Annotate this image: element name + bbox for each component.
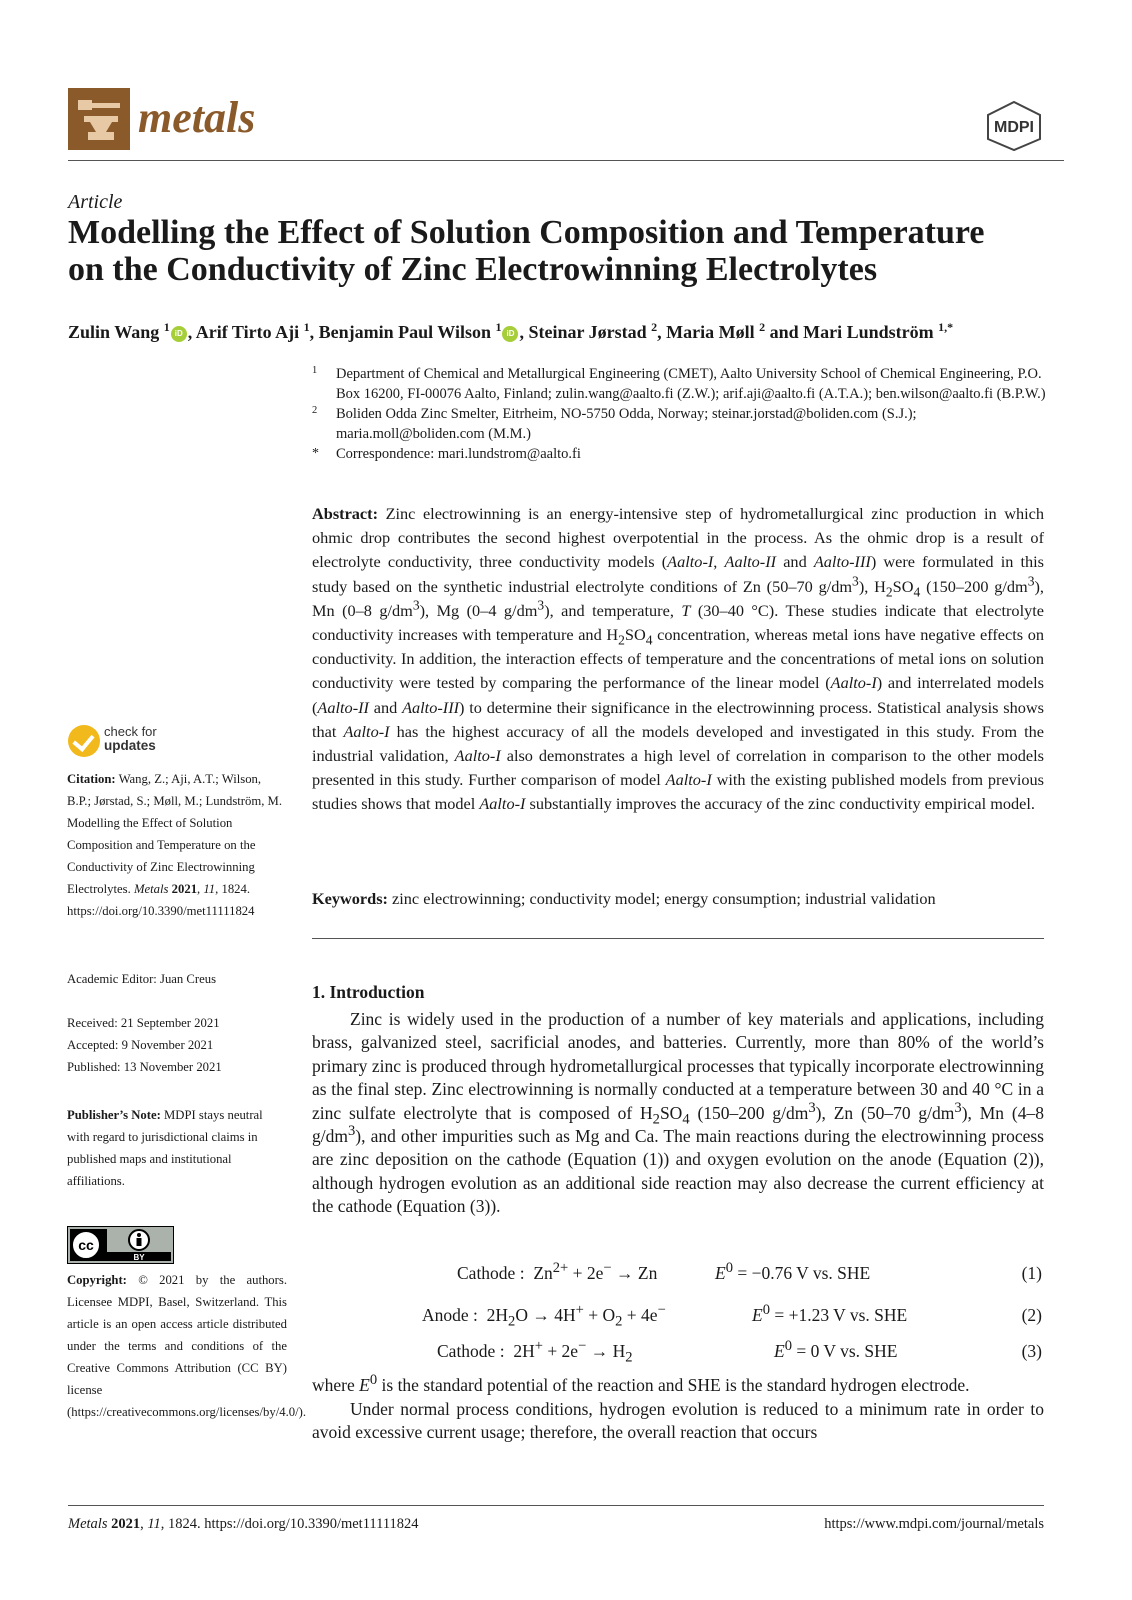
check-line-1: check for xyxy=(104,724,157,739)
subscript: 2 xyxy=(652,1111,660,1128)
abstract xyxy=(312,502,1044,817)
citation-journal: Metals xyxy=(133,882,169,896)
abstract-text: SO xyxy=(624,625,646,645)
abstract-text: (30–40 °C). These studies indicate that electrolyte conductivity increases with temperature and H xyxy=(312,600,1044,645)
superscript: − xyxy=(578,1338,587,1355)
superscript: 3 xyxy=(412,597,420,613)
affiliation-1 xyxy=(312,364,1047,404)
equation-label: Cathode : xyxy=(437,1341,505,1361)
model-name: Aalto-III xyxy=(402,697,460,717)
subscript: 2 xyxy=(615,1313,623,1330)
subscript: 2 xyxy=(625,1349,633,1366)
superscript: 3 xyxy=(808,1099,816,1116)
journal-name: metals xyxy=(138,93,256,142)
paragraph-text: is the standard potential of the reaction and SHE is the standard hydrogen electrode. xyxy=(377,1375,970,1395)
model-name: Aalto-I xyxy=(665,770,712,790)
orcid-icon[interactable]: iD xyxy=(171,326,187,342)
abstract-text: and xyxy=(368,697,403,717)
abstract-text: ) and interrelated models ( xyxy=(312,673,1044,717)
subscript: 4 xyxy=(913,583,921,599)
species: Zn xyxy=(533,1263,553,1283)
author-name: Steinar Jørstad xyxy=(528,322,647,342)
publisher-name: MDPI xyxy=(994,119,1034,136)
equation-text: O → 4H xyxy=(515,1305,576,1325)
subscript: 2 xyxy=(618,632,625,648)
author-affiliation-mark: 1,* xyxy=(938,320,954,334)
potential-value: = +1.23 V vs. SHE xyxy=(770,1305,908,1325)
superscript: 0 xyxy=(369,1372,378,1389)
footer-divider xyxy=(68,1505,1044,1506)
equation-label: Anode : xyxy=(422,1305,478,1325)
superscript: 3 xyxy=(1027,573,1035,589)
equation-number: (2) xyxy=(1021,1305,1042,1325)
model-name: Aalto-I xyxy=(454,746,501,766)
affiliation-mark: 1 xyxy=(312,365,318,376)
equation-3 xyxy=(312,1338,1044,1364)
superscript: − xyxy=(603,1260,612,1277)
author-name: Arif Tirto Aji xyxy=(195,322,300,342)
equation-text: + 4e xyxy=(622,1305,658,1325)
superscript: + xyxy=(534,1338,543,1355)
equation-text: + O xyxy=(583,1305,616,1325)
standard-potential xyxy=(774,1338,898,1364)
paper-title xyxy=(68,214,1068,288)
cc-label: cc xyxy=(78,1237,94,1253)
author-list xyxy=(68,320,1068,344)
superscript: 0 xyxy=(725,1260,733,1277)
author-affiliation-mark: 1 xyxy=(303,320,310,334)
abstract-text: Zinc electrowinning is an energy-intensive step of hydrometallurgical zinc production in which ohmic drop contributes the second highest overpotential in the process. As the ohmic drop is a result of electrolyte conductivity, three conductivity models ( xyxy=(312,504,1044,572)
superscript: 3 xyxy=(852,573,859,589)
equation-label: Cathode : xyxy=(457,1263,525,1283)
equation-1 xyxy=(312,1260,1044,1286)
abstract-divider xyxy=(312,938,1044,939)
affiliation-2 xyxy=(312,404,1047,444)
superscript: 3 xyxy=(537,597,545,613)
model-name: Aalto-I xyxy=(343,721,390,741)
footer-doi: , 1824. https://doi.org/10.3390/met11111824 xyxy=(160,1516,419,1532)
abstract-text: ), Mg (0–4 g/dm xyxy=(419,600,538,620)
equation-2 xyxy=(312,1302,1044,1328)
author-separator: , xyxy=(657,322,667,342)
potential-value: = 0 V vs. SHE xyxy=(792,1341,898,1361)
abstract-text: concentration, whereas metal ions have negative effects on conductivity. In addition, the interaction effects of temperature and the concentrations of metal ions on solution conductivity were tested by comparing the performance of the linear model ( xyxy=(312,625,1045,693)
superscript: − xyxy=(657,1302,666,1319)
potential-symbol: E xyxy=(774,1341,785,1361)
published-date: Published: 13 November 2021 xyxy=(67,1060,222,1074)
author-separator: , xyxy=(519,322,529,342)
author-affiliation-mark: 2 xyxy=(651,320,658,334)
abstract-text: ) were formulated in this study based on the synthetic industrial electrolyte conditions of Zn (50–70 g/dm xyxy=(312,552,1045,596)
equation-expression xyxy=(437,1338,633,1364)
species: 2H xyxy=(513,1341,535,1361)
citation-doi: , 1824. https://doi.org/10.3390/met11111824 xyxy=(67,882,255,918)
article-type: Article xyxy=(68,191,123,213)
citation-year: 2021 xyxy=(171,882,198,896)
paragraph-text: ), and other impurities such as Mg and Ca. The main reactions during the electrowinning process are zinc deposition on the cathode (Equation (1)) and oxygen evolution on the anode (Equation (2)), although hydrogen evolution as an additional side reaction may also decrease the current efficiency at the cathode (Equation (3)). xyxy=(312,1126,1044,1217)
abstract-text: with the existing published models from previous studies shows that model xyxy=(312,770,1044,814)
model-name: Aalto-II xyxy=(317,697,369,717)
paragraph-text: where xyxy=(312,1375,360,1395)
subscript: 2 xyxy=(508,1313,516,1330)
model-name: Aalto-I xyxy=(667,552,714,572)
equation-expression xyxy=(457,1260,657,1286)
subscript: 2 xyxy=(885,583,893,599)
equation-expression xyxy=(422,1302,666,1328)
standard-potential xyxy=(752,1302,907,1328)
affiliation-mark: 2 xyxy=(312,405,318,416)
affiliations xyxy=(312,364,1047,464)
superscript: 2+ xyxy=(552,1260,569,1277)
author-separator: , xyxy=(309,322,319,342)
keywords xyxy=(312,887,1044,911)
abstract-text: ), Mn (0–8 g/dm xyxy=(312,576,1045,620)
header-divider xyxy=(68,160,1064,161)
correspondence xyxy=(312,444,1047,464)
abstract-text: , xyxy=(713,552,725,572)
model-name: Aalto-I xyxy=(830,673,877,693)
potential-value: = −0.76 V vs. SHE xyxy=(733,1263,871,1283)
paragraph-text: (150–200 g/dm xyxy=(689,1102,809,1123)
author-name: Maria Møll xyxy=(666,322,755,342)
citation-text: Wang, Z.; Aji, A.T.; Wilson, B.P.; Jørstad, S.; Møll, M.; Lundström, M. Modelling the Effect of Solution Composition and Temperature on the Conductivity of Zinc Electrowinning Electrolytes. xyxy=(67,772,283,896)
check-updates-label xyxy=(104,725,157,753)
section-heading: 1. Introduction xyxy=(312,982,425,1002)
abstract-text: (150–200 g/dm xyxy=(920,576,1028,596)
abstract-text: ), H xyxy=(858,576,886,596)
abstract-text: has the highest accuracy of all the models developed and investigated in this study. From the industrial validation, xyxy=(312,721,1044,766)
correspondence-text: Correspondence: mari.lundstrom@aalto.fi xyxy=(336,446,581,462)
author-separator: , xyxy=(187,322,196,342)
footer-citation: Metals 2021, 11, 1824. https://doi.org/10.3390/met11111824 xyxy=(68,1516,419,1532)
journal-logo xyxy=(68,88,130,150)
equation-text: + 2e xyxy=(542,1341,579,1361)
equation-number: (3) xyxy=(1021,1341,1042,1361)
superscript: 0 xyxy=(762,1302,770,1319)
publisher-note-text: MDPI stays neutral with regard to jurisdictional claims in published maps and institutional affiliations. xyxy=(67,1108,263,1188)
model-name: Aalto-III xyxy=(813,552,871,572)
paragraph-text: Zinc is widely used in the production of a number of key materials and applications, including brass, galvanized steel, sacrificial anodes, and batteries. Currently, more than 80% of the world’s primary zinc is produced through hydrometallurgical processes that typically incorporate electrowinning as the final step. Zinc electrowinning is normally conducted at a temperature between 30 and 40 °C in a zinc sulfate electrolyte that is composed of H xyxy=(312,1009,1044,1123)
superscript: 0 xyxy=(784,1338,792,1355)
superscript: 3 xyxy=(954,1099,962,1116)
check-icon xyxy=(68,725,100,757)
copyright-text: © 2021 by the authors. Licensee MDPI, Basel, Switzerland. This article is an open access article distributed under the terms and conditions of the Creative Commons Attribution (CC BY) license (https://creativecommons.org/licenses/by/4.0/). xyxy=(67,1273,307,1419)
species: 2H xyxy=(486,1305,509,1325)
academic-editor: Academic Editor: Juan Creus xyxy=(67,972,217,986)
intro-paragraph-3: Under normal process conditions, hydrogen evolution is reduced to a minimum rate in order to avoid excessive current usage; therefore, the overall reaction that occurs xyxy=(312,1399,1044,1443)
author-name: Zulin Wang xyxy=(68,322,160,342)
citation-label: Citation: xyxy=(67,772,116,786)
check-line-2: updates xyxy=(104,738,156,753)
article-dates xyxy=(67,1012,287,1078)
equation-number: (1) xyxy=(1021,1263,1042,1283)
subscript: 4 xyxy=(682,1111,690,1128)
footer-year: 2021 xyxy=(111,1516,141,1532)
keywords-text: zinc electrowinning; conductivity model; energy consumption; industrial validation xyxy=(387,889,936,908)
equation-text: → Zn xyxy=(611,1263,658,1283)
abstract-text: and xyxy=(776,552,814,572)
check-for-updates-badge[interactable] xyxy=(68,723,228,763)
abstract-text: ), and temperature, xyxy=(544,600,682,620)
affiliation-text: Department of Chemical and Metallurgical Engineering (CMET), Aalto University School of Chemical Engineering, P.O. Box 16200, FI-00076 Aalto, Finland; zulin.wang@aalto.fi (Z.W.); arif.aji@aalto.fi (A.T.A.); ben.wilson@aalto.fi (B.P.W.) xyxy=(336,366,1046,402)
abstract-text: ) to determine their significance in the electrowinning process. Statistical analysis shows that xyxy=(312,697,1044,741)
publisher-note-label: Publisher’s Note: xyxy=(67,1108,161,1122)
affiliation-text: Boliden Odda Zinc Smelter, Eitrheim, NO-5750 Odda, Norway; steinar.jorstad@boliden.com (S.J.); maria.moll@boliden.com (M.M.) xyxy=(336,406,917,442)
footer-journal: Metals xyxy=(68,1516,108,1532)
standard-potential xyxy=(715,1260,870,1286)
author-name: Mari Lundström xyxy=(803,322,934,342)
by-label: BY xyxy=(133,1253,145,1262)
author-affiliation-mark: 1 xyxy=(163,320,170,334)
abstract-text: substantially improves the accuracy of the zinc conductivity empirical model. xyxy=(525,794,1035,814)
abstract-text: also demonstrates a high level of correlation in comparison to the other models presented in this study. Further comparison of model xyxy=(312,746,1044,790)
abstract-label: Abstract: xyxy=(312,504,379,523)
paragraph-text: ), Zn (50–70 g/dm xyxy=(815,1102,955,1123)
author-affiliation-mark: 2 xyxy=(759,320,766,334)
publisher-note xyxy=(67,1104,287,1192)
author-name: Benjamin Paul Wilson xyxy=(318,322,491,342)
footer-journal-link[interactable]: https://www.mdpi.com/journal/metals xyxy=(824,1516,1044,1532)
author-separator: and xyxy=(765,322,804,342)
citation: Citation: Wang, Z.; Aji, A.T.; Wilson, B.P.; Jørstad, S.; Møll, M.; Lundström, M. Modelling the Effect of Solution Composition and Temperature on the Conductivity of Zinc Electrowinning Electrolytes. Metals 2021, 11, 1824. https://doi.org/10.3390/met11111824 xyxy=(67,772,283,918)
footer-volume: 11 xyxy=(147,1516,161,1532)
model-name: Aalto-II xyxy=(724,552,777,572)
cc-by-license-badge[interactable] xyxy=(67,1226,174,1264)
copyright-label: Copyright: xyxy=(67,1273,127,1287)
intro-paragraph-1 xyxy=(312,1008,1044,1219)
title-line-2: on the Conductivity of Zinc Electrowinning Electrolytes xyxy=(68,251,878,288)
correspondence-mark: * xyxy=(312,446,319,461)
potential-symbol: E xyxy=(359,1375,370,1395)
abstract-text: SO xyxy=(892,576,914,596)
keywords-label: Keywords: xyxy=(312,889,388,908)
superscript: + xyxy=(575,1302,584,1319)
paragraph-text: SO xyxy=(659,1102,683,1123)
publisher-logo xyxy=(984,100,1044,152)
subscript: 4 xyxy=(645,632,653,648)
model-name: Aalto-I xyxy=(479,794,526,814)
author-affiliation-mark: 1 xyxy=(495,320,502,334)
copyright xyxy=(67,1269,307,1423)
citation-volume: 11 xyxy=(203,882,216,896)
temperature-symbol: T xyxy=(681,600,691,620)
superscript: 3 xyxy=(347,1123,356,1140)
equation-text: + 2e xyxy=(568,1263,604,1283)
equation-text: → H xyxy=(586,1341,626,1361)
potential-symbol: E xyxy=(715,1263,726,1283)
received-date: Received: 21 September 2021 xyxy=(67,1016,220,1030)
paragraph-text: ), Mn (4–8 g/dm xyxy=(312,1102,1044,1147)
accepted-date: Accepted: 9 November 2021 xyxy=(67,1038,214,1052)
potential-symbol: E xyxy=(752,1305,763,1325)
intro-paragraph-2 xyxy=(312,1374,1054,1397)
title-line-1: Modelling the Effect of Solution Composition and Temperature xyxy=(68,214,985,251)
orcid-icon[interactable]: iD xyxy=(502,326,518,342)
